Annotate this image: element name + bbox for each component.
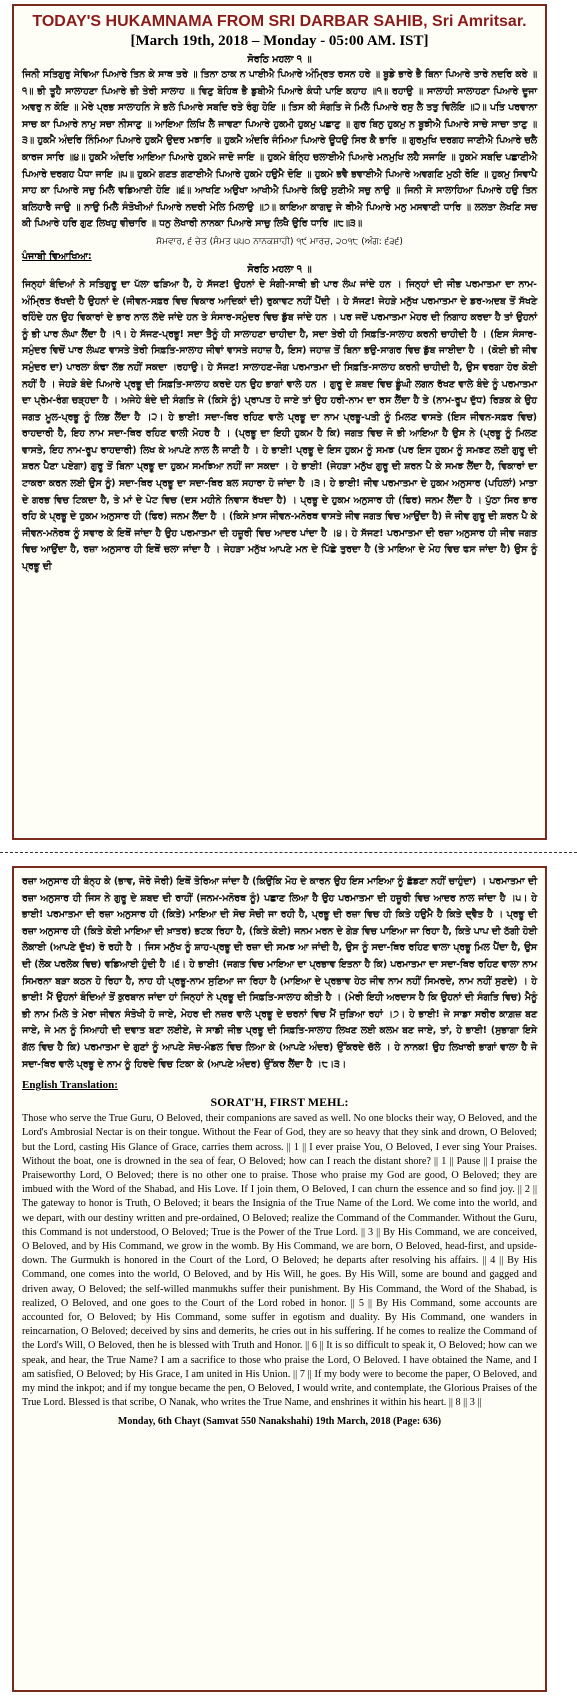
vyakhya-text-part1: ਜਿਨ੍ਹਾਂ ਬੰਦਿਆਂ ਨੇ ਸਤਿਗੁਰੂ ਦਾ ਪੱਲਾ ਫੜਿਆ ਹੈ, ਹੇ ਸੱਜਣ! ਉਹਨਾਂ ਦੇ ਸੰਗੀ-ਸਾਥੀ ਭੀ ਪਾਰ ਲੰਘ ਜਾਂਦੇ ਹਨ । ਜਿਨ੍ਹਾਂ ਦੀ ਜੀਭ ਪਰਮਾਤਮਾ ਦਾ ਨਾਮ-ਅੰਮ੍ਰਿਤ ਰੱਖਦੀ ਹੈ ਉਹਨਾਂ ਦੇ (ਜੀਵਨ-ਸਫ਼ਰ ਵਿਚ ਵਿਕਾਰ ਆਦਿਕਾਂ ਦੀ) ਰੁਕਾਵਟ ਨਹੀਂ ਪੈਂਦੀ । ਹੇ ਸੱਜਣ! ਜੇਹੜੇ ਮਨੁੱਖ ਪਰਮਾਤਮਾ ਦੇ ਡਰ-ਅਦਬ ਤੋਂ ਸੱਖਣੇ ਰਹਿੰਦੇ ਹਨ ਉਹ ਵਿਕਾਰਾਂ ਦੇ ਭਾਰ ਨਾਲ ਲੱਦੇ ਜਾਂਦੇ ਹਨ ਤੇ ਸੰਸਾਰ-ਸਮੁੰਦਰ ਵਿਚ ਡੁੱਬ ਜਾਂਦੇ ਹਨ । ਪਰ ਜਦੋਂ ਪਰਮਾਤਮਾ ਮੇਹਰ ਦੀ ਨਿਗਾਹ ਕਰਦਾ ਹੈ ਤਾਂ ਉਹਨਾਂ ਨੂੰ ਭੀ ਪਾਰ ਲੰਘਾ ਲੈਂਦਾ ਹੈ ।੧। ਹੇ ਸੱਜਣ-ਪ੍ਰਭੂ! ਸਦਾ ਤੈਨੂੰ ਹੀ ਸਾਲਾਹਣਾ ਚਾਹੀਦਾ ਹੈ, ਸਦਾ ਤੇਰੀ ਹੀ ਸਿਫ਼ਤਿ-ਸਾਲਾਹ ਕਰਨੀ ਚਾਹੀਦੀ ਹੈ । (ਇਸ ਸੰਸਾਰ-ਸਮੁੰਦਰ ਵਿਚੋਂ ਪਾਰ ਲੰਘਣ ਵਾਸਤੇ ਤੇਰੀ ਸਿਫ਼ਤਿ-ਸਾਲਾਹ ਜੀਵਾਂ ਵਾਸਤੇ ਜਹਾਜ਼ ਹੈ, ਇਸ) ਜਹਾਜ਼ ਤੋਂ ਬਿਨਾ ਭਉ-ਸਾਗਰ ਵਿਚ ਡੁੱਬ ਜਾਈਦਾ ਹੈ । (ਕੋਈ ਭੀ ਜੀਵ ਸਮੁੰਦਰ ਦਾ) ਪਾਰਲਾ ਕੰਢਾ ਲੱਭ ਨਹੀਂ ਸਕਦਾ ।ਰਹਾਉ। ਹੇ ਸੱਜਣ! ਸਾਲਾਹਣ-ਜੋਗ ਪਰਮਾਤਮਾ ਦੀ ਸਿਫ਼ਤਿ-ਸਾਲਾਹ ਕਰਨੀ ਚਾਹੀਦੀ ਹੈ, ਉਸ ਵਰਗਾ ਹੋਰ ਕੋਈ ਨਹੀਂ ਹੈ । ਜੇਹੜੇ ਬੰਦੇ ਪਿਆਰੇ ਪ੍ਰਭੂ ਦੀ ਸਿਫ਼ਤਿ-ਸਾਲਾਹ ਕਰਦੇ ਹਨ ਉਹ ਭਾਗਾਂ ਵਾਲੇ ਹਨ । ਗੁਰੂ ਦੇ ਸ਼ਬਦ ਵਿਚ ਡੂੰਘੀ ਲਗਨ ਰੱਖਣ ਵਾਲੇ ਬੰਦੇ ਨੂੰ ਪਰਮਾਤਮਾ ਦਾ ਪ੍ਰੇਮ-ਰੰਗ ਚੜ੍ਹਦਾ ਹੈ । ਅਜੇਹੇ ਬੰਦੇ ਦੀ ਸੰਗਤਿ ਜੇ (ਕਿਸੇ ਨੂੰ) ਪ੍ਰਾਪਤ ਹੋ ਜਾਏ ਤਾਂ ਉਹ ਹਰੀ-ਨਾਮ ਦਾ ਰਸ ਲੈਂਦਾ ਹੈ ਤੇ (ਨਾਮ-ਰੂਪ ਦੁੱਧ) ਰਿੜਕ ਕੇ ਉਹ ਜਗਤ ਮੂਲ-ਪ੍ਰਭੂ ਨੂੰ ਲਿਭ ਲੈਂਦਾ ਹੈ ।੨। ਹੇ ਭਾਈ! ਸਦਾ-ਥਿਰ ਰਹਿਣ ਵਾਲੇ ਪ੍ਰਭੂ ਦਾ ਨਾਮ ਪ੍ਰਭੂ-ਪਤੀ ਨੂੰ ਮਿਲਣ ਵਾਸਤੇ (ਇਸ ਜੀਵਨ-ਸਫ਼ਰ ਵਿਚ) ਰਾਹਦਾਰੀ ਹੈ, ਇਹ ਨਾਮ ਸਦਾ-ਥਿਰ ਰਹਿਣ ਵਾਲੀ ਮੋਹਰ ਹੈ । (ਪ੍ਰਭੂ ਦਾ ਇਹੀ ਹੁਕਮ ਹੈ ਕਿ) ਜਗਤ ਵਿਚ ਜੋ ਭੀ ਆਇਆ ਹੈ ਉਸ ਨੇ (ਪ੍ਰਭੂ ਨੂੰ ਮਿਲਣ ਵਾਸਤੇ, ਇਹ ਨਾਮ-ਰੂਪ ਰਾਹਦਾਰੀ) ਲਿਖ ਕੇ ਆਪਣੇ ਨਾਲ ਲੈ ਜਾਣੀ ਹੈ । ਹੇ ਭਾਈ! ਪ੍ਰਭੂ ਦੇ ਇਸ ਹੁਕਮ ਨੂੰ ਸਮਝ (ਪਰ ਇਸ ਹੁਕਮ ਨੂੰ ਸਮਝਣ ਲਈ ਗੁਰੂ ਦੀ ਸ਼ਰਨ ਪੈਣਾ ਪਏਗਾ) ਗੁਰੂ ਤੋਂ ਬਿਨਾ ਪ੍ਰਭੂ ਦਾ ਹੁਕਮ ਸਮਝਿਆ ਨਹੀਂ ਜਾ ਸਕਦਾ । ਹੇ ਭਾਈ! (ਜੇਹੜਾ ਮਨੁੱਖ ਗੁਰੂ ਦੀ ਸ਼ਰਨ ਪੈ ਕੇ ਸਮਝ ਲੈਂਦਾ ਹੈ, ਵਿਕਾਰਾਂ ਦਾ ਟਾਕਰਾ ਕਰਨ ਲਈ ਉਸ ਨੂੰ) ਸਦਾ-ਥਿਰ ਪ੍ਰਭੂ ਦਾ ਸਦਾ-ਥਿਰ ਬਲ ਸਹਾਰਾ ਹੋ ਜਾਂਦਾ ਹੈ ।੩। ਹੇ ਭਾਈ! ਜੀਵ ਪਰਮਾਤਮਾ ਦੇ ਹੁਕਮ ਅਨੁਸਾਰ (ਪਹਿਲਾਂ) ਮਾਤਾ ਦੇ ਗਰਭ ਵਿਚ ਟਿਕਦਾ ਹੈ, ਤੇ ਮਾਂ ਦੇ ਪੇਟ ਵਿਚ (ਦਸ ਮਹੀਨੇ ਨਿਵਾਸ ਰੱਖਦਾ ਹੈ) । ਪ੍ਰਭੂ ਦੇ ਹੁਕਮ ਅਨੁਸਾਰ ਹੀ (ਫਿਰ) ਜਨਮ ਲੈਂਦਾ ਹੈ । ਪੁੱਠਾ ਸਿਰ ਭਾਰ ਰਹਿ ਕੇ ਪ੍ਰਭੂ ਦੇ ਹੁਕਮ ਅਨੁਸਾਰ ਹੀ (ਫਿਰ) ਜਨਮ ਲੈਂਦਾ ਹੈ । (ਕਿਸੇ ਖ਼ਾਸ ਜੀਵਨ-ਮਨੋਰਥ ਵਾਸਤੇ ਜੀਵ ਜਗਤ ਵਿਚ ਆਉਂਦਾ ਹੈ) ਜੋ ਜੀਵ ਗੁਰੂ ਦੀ ਸ਼ਰਨ ਪੈ ਕੇ ਜੀਵਨ-ਮਨੋਰਥ ਨੂੰ ਸਵਾਰ ਕੇ ਇਥੋਂ ਜਾਂਦਾ ਹੈ ਉਹ ਪਰਮਾਤਮਾ ਦੀ ਹਜ਼ੂਰੀ ਵਿਚ ਆਦਰ ਪਾਂਦਾ ਹੈ ।੪। ਹੇ ਸੱਜਣ! ਪਰਮਾਤਮਾ ਦੀ ਰਜ਼ਾ ਅਨੁਸਾਰ ਹੀ ਜੀਵ ਜਗਤ ਵਿਚ ਆਉਂਦਾ ਹੈ, ਰਜ਼ਾ ਅਨੁਸਾਰ ਹੀ ਇਥੋਂ ਚਲਾ ਜਾਂਦਾ ਹੈ । ਜੇਹੜਾ ਮਨੁੱਖ ਆਪਣੇ ਮਨ ਦੇ ਪਿੱਛੇ ਤੁਰਦਾ ਹੈ (ਤੇ ਮਾਇਆ ਦੇ ਮੋਹ ਵਿਚ ਫਸ ਜਾਂਦਾ ਹੈ) ਉਸ ਨੂੰ ਪ੍ਰਭੂ ਦੀ	[22, 278, 537, 573]
shabad-meta: ਸੋਮਵਾਰ, ੬ ਚੇਤ (ਸੰਮਤ ੫੫੦ ਨਾਨਕਸ਼ਾਹੀ) ੧੯ ਮਾਰਚ, ੨੦੧੮ (ਅੰਗ: ੬੩੬)	[156, 236, 403, 247]
vyakhya-label: ਪੰਜਾਬੀ ਵਿਆਖਿਆ:	[22, 250, 92, 262]
footer-date: Monday, 6th Chayt (Samvat 550 Nanakshahi) 19th March, 2018 (Page: 636)	[117, 1416, 442, 1428]
hukamnama-panel-top	[12, 4, 547, 840]
shabad-text: ਜਿਨੀ ਸਤਿਗੁਰੁ ਸੇਵਿਆ ਪਿਆਰੇ ਤਿਨ ਕੇ ਸਾਥ ਤਰੇ ॥ ਤਿਨਾ ਠਾਕ ਨ ਪਾਈਐ ਪਿਆਰੇ ਅੰਮ੍ਰਿਤ ਰਸਨ ਹਰੇ ॥ ਬੂਡੇ ਭਾਰੇ ਭੈ ਬਿਨਾ ਪਿਆਰੇ ਤਾਰੇ ਨਦਰਿ ਕਰੇ ॥੧॥ ਭੀ ਤੂਹੈ ਸਾਲਾਹਣਾ ਪਿਆਰੇ ਭੀ ਤੇਰੀ ਸਾਲਾਹ ॥ ਵਿਣੁ ਬੋਹਿਥ ਭੈ ਡੁਬੀਐ ਪਿਆਰੇ ਕੰਧੀ ਪਾਇ ਕਹਾਹ ॥੧॥ ਰਹਾਉ ॥ ਸਾਲਾਹੀ ਸਾਲਾਹਣਾ ਪਿਆਰੇ ਦੂਜਾ ਅਵਰੁ ਨ ਕੋਇ ॥ ਮੇਰੇ ਪ੍ਰਭ ਸਾਲਾਹਨਿ ਸੇ ਭਲੇ ਪਿਆਰੇ ਸਬਦਿ ਰਤੇ ਰੰਗੁ ਹੋਇ ॥ ਤਿਸ ਕੀ ਸੰਗਤਿ ਜੇ ਮਿਲੈ ਪਿਆਰੇ ਰਸੁ ਲੈ ਤਤੁ ਵਿਲੋਇ ॥੨॥ ਪਤਿ ਪਰਵਾਨਾ ਸਾਚ ਕਾ ਪਿਆਰੇ ਨਾਮੁ ਸਚਾ ਨੀਸਾਣੁ ॥ ਆਇਆ ਲਿਖਿ ਲੈ ਜਾਵਣਾ ਪਿਆਰੇ ਹੁਕਮੀ ਹੁਕਮੁ ਪਛਾਣੁ ॥ ਗੁਰ ਬਿਨੁ ਹੁਕਮੁ ਨ ਬੂਝੀਐ ਪਿਆਰੇ ਸਾਚੇ ਸਾਚਾ ਤਾਣੁ ॥੩॥ ਹੁਕਮੈ ਅੰਦਰਿ ਨਿੰਮਿਆ ਪਿਆਰੇ ਹੁਕਮੈ ਉਦਰ ਮਝਾਰਿ ॥ ਹੁਕਮੈ ਅੰਦਰਿ ਜੰਮਿਆ ਪਿਆਰੇ ਊਧਉ ਸਿਰ ਕੈ ਭਾਰਿ ॥ ਗੁਰਮੁਖਿ ਦਰਗਹ ਜਾਣੀਐ ਪਿਆਰੇ ਚਲੈ ਕਾਰਜ ਸਾਰਿ ॥੪॥ ਹੁਕਮੈ ਅੰਦਰਿ ਆਇਆ ਪਿਆਰੇ ਹੁਕਮੇ ਜਾਦੋ ਜਾਇ ॥ ਹੁਕਮੇ ਬੰਨ੍ਹਿ ਚਲਾਈਐ ਪਿਆਰੇ ਮਨਮੁਖਿ ਲਹੈ ਸਜਾਇ ॥ ਹੁਕਮੇ ਸਬਦਿ ਪਛਾਣੀਐ ਪਿਆਰੇ ਦਰਗਹ ਪੈਧਾ ਜਾਇ ॥੫॥ ਹੁਕਮੇ ਗਣਤ ਗਣਾਈਐ ਪਿਆਰੇ ਹੁਕਮੇ ਹਉਮੈ ਦੋਇ ॥ ਹੁਕਮੇ ਭਵੈ ਭਵਾਈਐ ਪਿਆਰੇ ਅਵਗਣਿ ਮੁਠੀ ਰੋਇ ॥ ਹੁਕਮੁ ਸਿਞਾਪੈ ਸਾਹ ਕਾ ਪਿਆਰੇ ਸਚੁ ਮਿਲੈ ਵਡਿਆਈ ਹੋਇ ॥੬॥ ਆਖਣਿ ਅਉਖਾ ਆਖੀਐ ਪਿਆਰੇ ਕਿਉ ਸੁਣੀਐ ਸਚੁ ਨਾਉ ॥ ਜਿਨੀ ਸੋ ਸਾਲਾਹਿਆ ਪਿਆਰੇ ਹਉ ਤਿਨ ਬਲਿਹਾਰੈ ਜਾਉ ॥ ਨਾਉ ਮਿਲੈ ਸੰਤੋਖੀਆਂ ਪਿਆਰੇ ਨਦਰੀ ਮੇਲਿ ਮਿਲਾਉ ॥੭॥ ਕਾਇਆ ਕਾਗਦੁ ਜੇ ਥੀਐ ਪਿਆਰੇ ਮਨੁ ਮਸਵਾਣੀ ਧਾਰਿ ॥ ਲਲਤਾ ਲੇਖਣਿ ਸਚ ਕੀ ਪਿਆਰੇ ਹਰਿ ਗੁਣ ਲਿਖਹੁ ਵੀਚਾਰਿ ॥ ਧਨੁ ਲੇਖਾਰੀ ਨਾਨਕਾ ਪਿਆਰੇ ਸਾਚੁ ਲਿਖੈ ਉਰਿ ਧਾਰਿ ॥੮॥੩॥	[22, 69, 537, 230]
english-text: Those who serve the True Guru, O Beloved, their companions are saved as well. No one blocks their way, O Beloved, and the Lord's Ambrosial Nectar is on their tongue. Without the Fear of God, they are so heavy that they sink and drown, O Beloved; but the Lord, casting His Glance of Grace, carries them across. || 1 || I ever praise You, O Beloved, I ever sing Your Praises. Without the boat, one is drowned in the sea of fear, O Beloved; how can I reach the distant shore? || 1 || Pause || I praise the Praiseworthy Lord, O Beloved; there is no other one to praise. Those who praise my God are good, O Beloved; they are imbued with the Word of the Shabad, and His Love. If I join them, O Beloved, I can churn the essence and so find joy. || 2 || The gateway to honor is Truth, O Beloved; it bears the Insignia of the True Name of the Lord. We come into the world, and we depart, with our destiny written and pre-ordained, O Beloved; realize the Command of the Commander. Without the Guru, this Command is not understood, O Beloved; True is the Power of the True Lord. || 3 || By His Command, we are conceived, O Beloved, and by His Command, we grow in the womb. By His Command, we are born, O Beloved, head-first, and upside-down. The Gurmukh is honored in the Court of the Lord, O Beloved; he departs after resolving his affairs. || 4 || By His Command, one comes into the world, O Beloved, and by His Will, he goes. By His Will, some are bound and gagged and driven away, O Beloved; the self-willed manmukhs suffer their punishment. By His Command, the Word of the Shabad, is realized, O Beloved, and one goes to the Court of the Lord robed in honor. || 5 || By His Command, some accounts are accounted for, O Beloved; by His Command, some suffer in egotism and duality. By His Command, one wanders in reincarnation, O Beloved; deceived by sins and demerits, he cries out in his suffering. If he comes to realize the Command of the Lord's Will, O Beloved, then he is blessed with Truth and Honor. || 6 || It is so difficult to speak it, O Beloved; how can we speak, and hear, the True Name? I am a sacrifice to those who praise the Lord, O Beloved. I have obtained the Name, and I am satisfied, O Beloved; by His Grace, I am united in His Union. || 7 || If my body were to become the paper, O Beloved, and my mind the inkpot; and if my tongue became the pen, O Beloved, I would write, and contemplate, the Glorious Praises of the True Lord. Blessed is that scribe, O Nanak, who writes the True Name, and enshrines it within his heart. || 8 || 3 ||	[22, 1113, 537, 1409]
vyakhya-text-part2: ਰਜ਼ਾ ਅਨੁਸਾਰ ਹੀ ਬੰਨ੍ਹ ਕੇ (ਭਾਵ, ਜੋਰੋ ਜੋਰੀ) ਇਥੋਂ ਤੋਰਿਆ ਜਾਂਦਾ ਹੈ (ਕਿਉਂਕਿ ਮੋਹ ਦੇ ਕਾਰਨ ਉਹ ਇਸ ਮਾਇਆ ਨੂੰ ਛੱਡਣਾ ਨਹੀਂ ਚਾਹੁੰਦਾ) । ਪਰਮਾਤਮਾ ਦੀ ਰਜ਼ਾ ਅਨੁਸਾਰ ਹੀ ਜਿਸ ਨੇ ਗੁਰੂ ਦੇ ਸ਼ਬਦ ਦੀ ਰਾਹੀਂ (ਜਨਮ-ਮਨੋਰਥ ਨੂੰ) ਪਛਾਣ ਲਿਆ ਹੈ ਉਹ ਪਰਮਾਤਮਾ ਦੀ ਹਜ਼ੂਰੀ ਵਿਚ ਆਦਰ ਨਾਲ ਜਾਂਦਾ ਹੈ ।੫। ਹੇ ਭਾਈ! ਪਰਮਾਤਮਾ ਦੀ ਰਜ਼ਾ ਅਨੁਸਾਰ ਹੀ (ਕਿਤੇ) ਮਾਇਆ ਦੀ ਸੋਚ ਸੋਚੀ ਜਾ ਰਹੀ ਹੈ, ਪ੍ਰਭੂ ਦੀ ਰਜ਼ਾ ਵਿਚ ਹੀ ਕਿਤੇ ਹਉਮੈ ਹੈ ਕਿਤੇ ਦ੍ਵੈਤ ਹੈ । ਪ੍ਰਭੂ ਦੀ ਰਜ਼ਾ ਅਨੁਸਾਰ ਹੀ (ਕਿਤੇ ਕੋਈ ਮਾਇਆ ਦੀ ਖ਼ਾਤਰ) ਭਟਕ ਰਿਹਾ ਹੈ, (ਕਿਤੇ ਕੋਈ) ਜਨਮ ਮਰਨ ਦੇ ਗੇੜ ਵਿਚ ਪਾਇਆ ਜਾ ਰਿਹਾ ਹੈ, ਕਿਤੇ ਪਾਪ ਦੀ ਠੱਗੀ ਹੋਈ ਲੋਕਾਈ (ਆਪਣੇ ਦੁੱਖ) ਰੋ ਰਹੀ ਹੈ । ਜਿਸ ਮਨੁੱਖ ਨੂੰ ਸ਼ਾਹ-ਪ੍ਰਭੂ ਦੀ ਰਜ਼ਾ ਦੀ ਸਮਝ ਆ ਜਾਂਦੀ ਹੈ, ਉਸ ਨੂੰ ਸਦਾ-ਥਿਰ ਰਹਿਣ ਵਾਲਾ ਪ੍ਰਭੂ ਮਿਲ ਪੈਂਦਾ ਹੈ, ਉਸ ਦੀ (ਲੋਕ ਪਰਲੋਕ ਵਿਚ) ਵਡਿਆਈ ਹੁੰਦੀ ਹੈ ।੬। ਹੇ ਭਾਈ! (ਜਗਤ ਵਿਚ ਮਾਇਆ ਦਾ ਪ੍ਰਭਾਵ ਇਤਨਾ ਹੈ ਕਿ) ਪਰਮਾਤਮਾ ਦਾ ਸਦਾ-ਥਿਰ ਰਹਿਣ ਵਾਲਾ ਨਾਮ ਸਿਮਰਨਾ ਬੜਾ ਕਠਨ ਹੋ ਰਿਹਾ ਹੈ, ਨਾਹ ਹੀ ਪ੍ਰਭੂ-ਨਾਮ ਸੁਣਿਆ ਜਾ ਰਿਹਾ ਹੈ (ਮਾਇਆ ਦੇ ਪ੍ਰਭਾਵ ਹੇਠ ਜੀਵ ਨਾਮ ਨਹੀਂ ਸਿਮਰਦੇ, ਨਾਮ ਨਹੀਂ ਸੁਣਦੇ) । ਹੇ ਭਾਈ! ਮੈਂ ਉਹਨਾਂ ਬੰਦਿਆਂ ਤੋਂ ਕੁਰਬਾਨ ਜਾਂਦਾ ਹਾਂ ਜਿਨ੍ਹਾਂ ਨੇ ਪ੍ਰਭੂ ਦੀ ਸਿਫ਼ਤਿ-ਸਾਲਾਹ ਕੀਤੀ ਹੈ । (ਮੇਰੀ ਇਹੀ ਅਰਦਾਸ ਹੈ ਕਿ ਉਹਨਾਂ ਦੀ ਸੰਗਤਿ ਵਿਚ) ਮੈਨੂੰ ਭੀ ਨਾਮ ਮਿਲੇ ਤੇ ਮੇਰਾ ਜੀਵਨ ਸੰਤੋਖੀ ਹੋ ਜਾਏ, ਮੇਹਰ ਦੀ ਨਜ਼ਰ ਵਾਲੇ ਪ੍ਰਭੂ ਦੇ ਚਰਨਾਂ ਵਿਚ ਮੈਂ ਜੁੜਿਆ ਰਹਾਂ ।੭। ਹੇ ਭਾਈ! ਜੇ ਸਾਡਾ ਸਰੀਰ ਕਾਗ਼ਜ਼ ਬਣ ਜਾਏ, ਜੇ ਮਨ ਨੂੰ ਸਿਆਹੀ ਦੀ ਦਵਾਤ ਬਣਾ ਲਈਏ, ਜੇ ਸਾਡੀ ਜੀਭ ਪ੍ਰਭੂ ਦੀ ਸਿਫ਼ਤਿ-ਸਾਲਾਹ ਲਿਖਣ ਲਈ ਕਲਮ ਬਣ ਜਾਏ, ਤਾਂ, ਹੇ ਭਾਈ! (ਸੁਭਾਗਾ ਇਸੇ ਗੱਲ ਵਿਚ ਹੈ ਕਿ) ਪਰਮਾਤਮਾ ਦੇ ਗੁਣਾਂ ਨੂੰ ਆਪਣੇ ਸੋਚ-ਮੰਡਲ ਵਿਚ ਲਿਆ ਕੇ (ਆਪਣੇ ਅੰਦਰ) ਉੱਕਰਦੇ ਚੱਲੋ । ਹੇ ਨਾਨਕ! ਉਹ ਲਿਖਾਰੀ ਭਾਗਾਂ ਵਾਲਾ ਹੈ ਜੋ ਸਦਾ-ਥਿਰ ਵਾਲੇ ਪ੍ਰਭੂ ਦੇ ਨਾਮ ਨੂੰ ਹਿਰਦੇ ਵਿਚ ਟਿਕਾ ਕੇ (ਆਪਣੇ ਅੰਦਰ) ਉੱਕਰ ਲੈਂਦਾ ਹੈ ।੮।੩।	[22, 876, 537, 1070]
page-divider	[0, 852, 577, 853]
page-title: TODAY'S HUKAMNAMA FROM SRI DARBAR SAHIB, Sri Amritsar.	[32, 13, 527, 30]
vyakhya-heading: ਸੋਰਠਿ ਮਹਲਾ ੧ ॥	[247, 263, 312, 275]
hukamnama-panel-bottom	[12, 866, 547, 1692]
shabad-heading: ਸੋਰਠਿ ਮਹਲਾ ੧ ॥	[247, 54, 312, 65]
english-label: English Translation:	[22, 1079, 118, 1092]
english-heading: SORAT'H, FIRST MEHL:	[210, 1095, 349, 1110]
date-line: [March 19th, 2018 – Monday - 05:00 AM. IST]	[130, 33, 429, 49]
